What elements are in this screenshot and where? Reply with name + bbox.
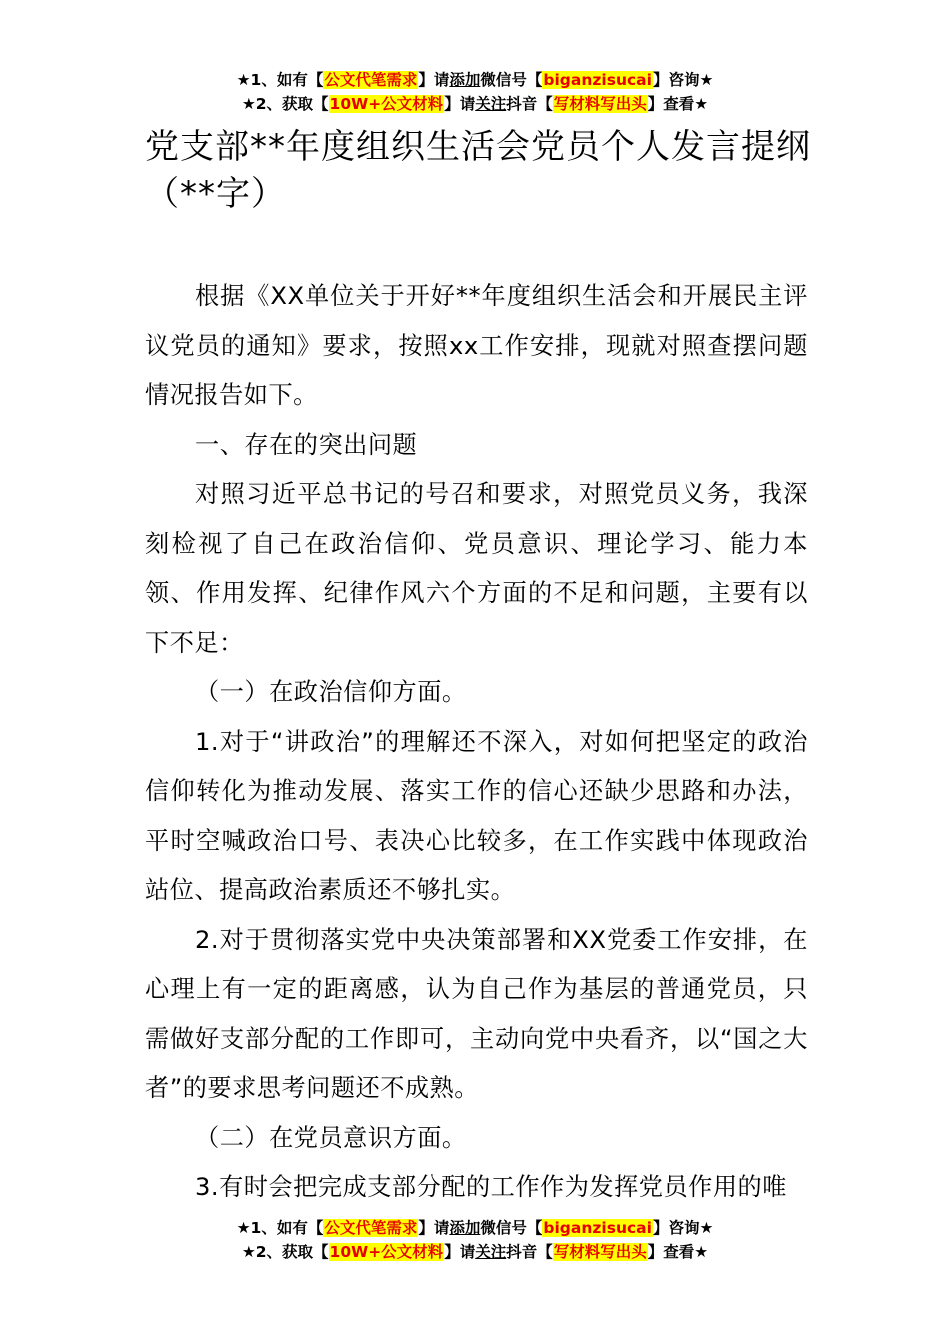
- banner-underline: 添加: [449, 1219, 481, 1237]
- banner-line-1: [0, 1216, 950, 1240]
- banner-highlight: 写材料写出头: [553, 1243, 647, 1261]
- banner-underline: 添加: [449, 71, 481, 89]
- banner-text: 抖音【: [506, 95, 553, 113]
- banner-highlight: 10W+公文材料: [329, 95, 444, 113]
- subsection-heading: （一）在政治信仰方面。: [195, 678, 467, 706]
- banner-text: 】请: [418, 1219, 450, 1237]
- banner-underline: 关注: [475, 1243, 507, 1261]
- banner-text: ★2、获取【: [241, 1243, 329, 1261]
- section-heading: 一、存在的突出问题: [195, 430, 418, 459]
- banner-line-2: [0, 1240, 950, 1264]
- bottom-banner: [0, 1216, 950, 1264]
- banner-text: 】查看★: [647, 1243, 709, 1261]
- banner-underline: 关注: [475, 95, 507, 113]
- banner-highlight: biganzisucai: [543, 1219, 652, 1237]
- banner-highlight: 写材料写出头: [553, 95, 647, 113]
- banner-highlight: 公文代笔需求: [324, 71, 418, 89]
- paragraph: 对照习近平总书记的号召和要求，对照党员义务，我深刻检视了自己在政治信仰、党员意识、理论学习、能力本领、作用发挥、纪律作风六个方面的不足和问题，主要有以下不足：: [145, 480, 808, 657]
- banner-text: 】咨询★: [652, 71, 714, 89]
- banner-line-1: [0, 68, 950, 92]
- paragraph: 根据《XX单位关于开好**年度组织生活会和开展民主评议党员的通知》要求，按照xx工作安排，现就对照查摆问题情况报告如下。: [145, 282, 808, 409]
- banner-text: 】请: [444, 95, 476, 113]
- banner-highlight: 10W+公文材料: [329, 1243, 444, 1261]
- banner-line-2: [0, 92, 950, 116]
- document-body: [145, 272, 808, 1213]
- banner-text: ★1、如有【: [236, 1219, 324, 1237]
- banner-text: 微信号【: [480, 71, 543, 89]
- banner-text: 微信号【: [480, 1219, 543, 1237]
- banner-highlight: biganzisucai: [543, 71, 652, 89]
- banner-text: ★1、如有【: [236, 71, 324, 89]
- banner-text: 】咨询★: [652, 1219, 714, 1237]
- banner-highlight: 公文代笔需求: [324, 1219, 418, 1237]
- top-banner: [0, 68, 950, 116]
- banner-text: 抖音【: [506, 1243, 553, 1261]
- paragraph: 2.对于贯彻落实党中央决策部署和XX党委工作安排，在心理上有一定的距离感，认为自己作为基层的普通党员，只需做好支部分配的工作即可，主动向党中央看齐，以“国之大者”的要求思考问题还不成熟。: [145, 925, 808, 1102]
- subsection-heading: （二）在党员意识方面。: [195, 1123, 467, 1152]
- paragraph: 1.对于“讲政治”的理解还不深入，对如何把坚定的政治信仰转化为推动发展、落实工作的信心还缺少思路和办法，平时空喊政治口号、表决心比较多，在工作实践中体现政治站位、提高政治素质还不够扎实。: [145, 727, 808, 904]
- paragraph: 3.有时会把完成支部分配的工作作为发挥党员作用的唯: [195, 1173, 787, 1201]
- banner-text: ★2、获取【: [241, 95, 329, 113]
- banner-text: 】请: [418, 71, 450, 89]
- banner-text: 】请: [444, 1243, 476, 1261]
- banner-text: 】查看★: [647, 95, 709, 113]
- document-title: 党支部**年度组织生活会党员个人发言提纲（**字）: [145, 127, 811, 214]
